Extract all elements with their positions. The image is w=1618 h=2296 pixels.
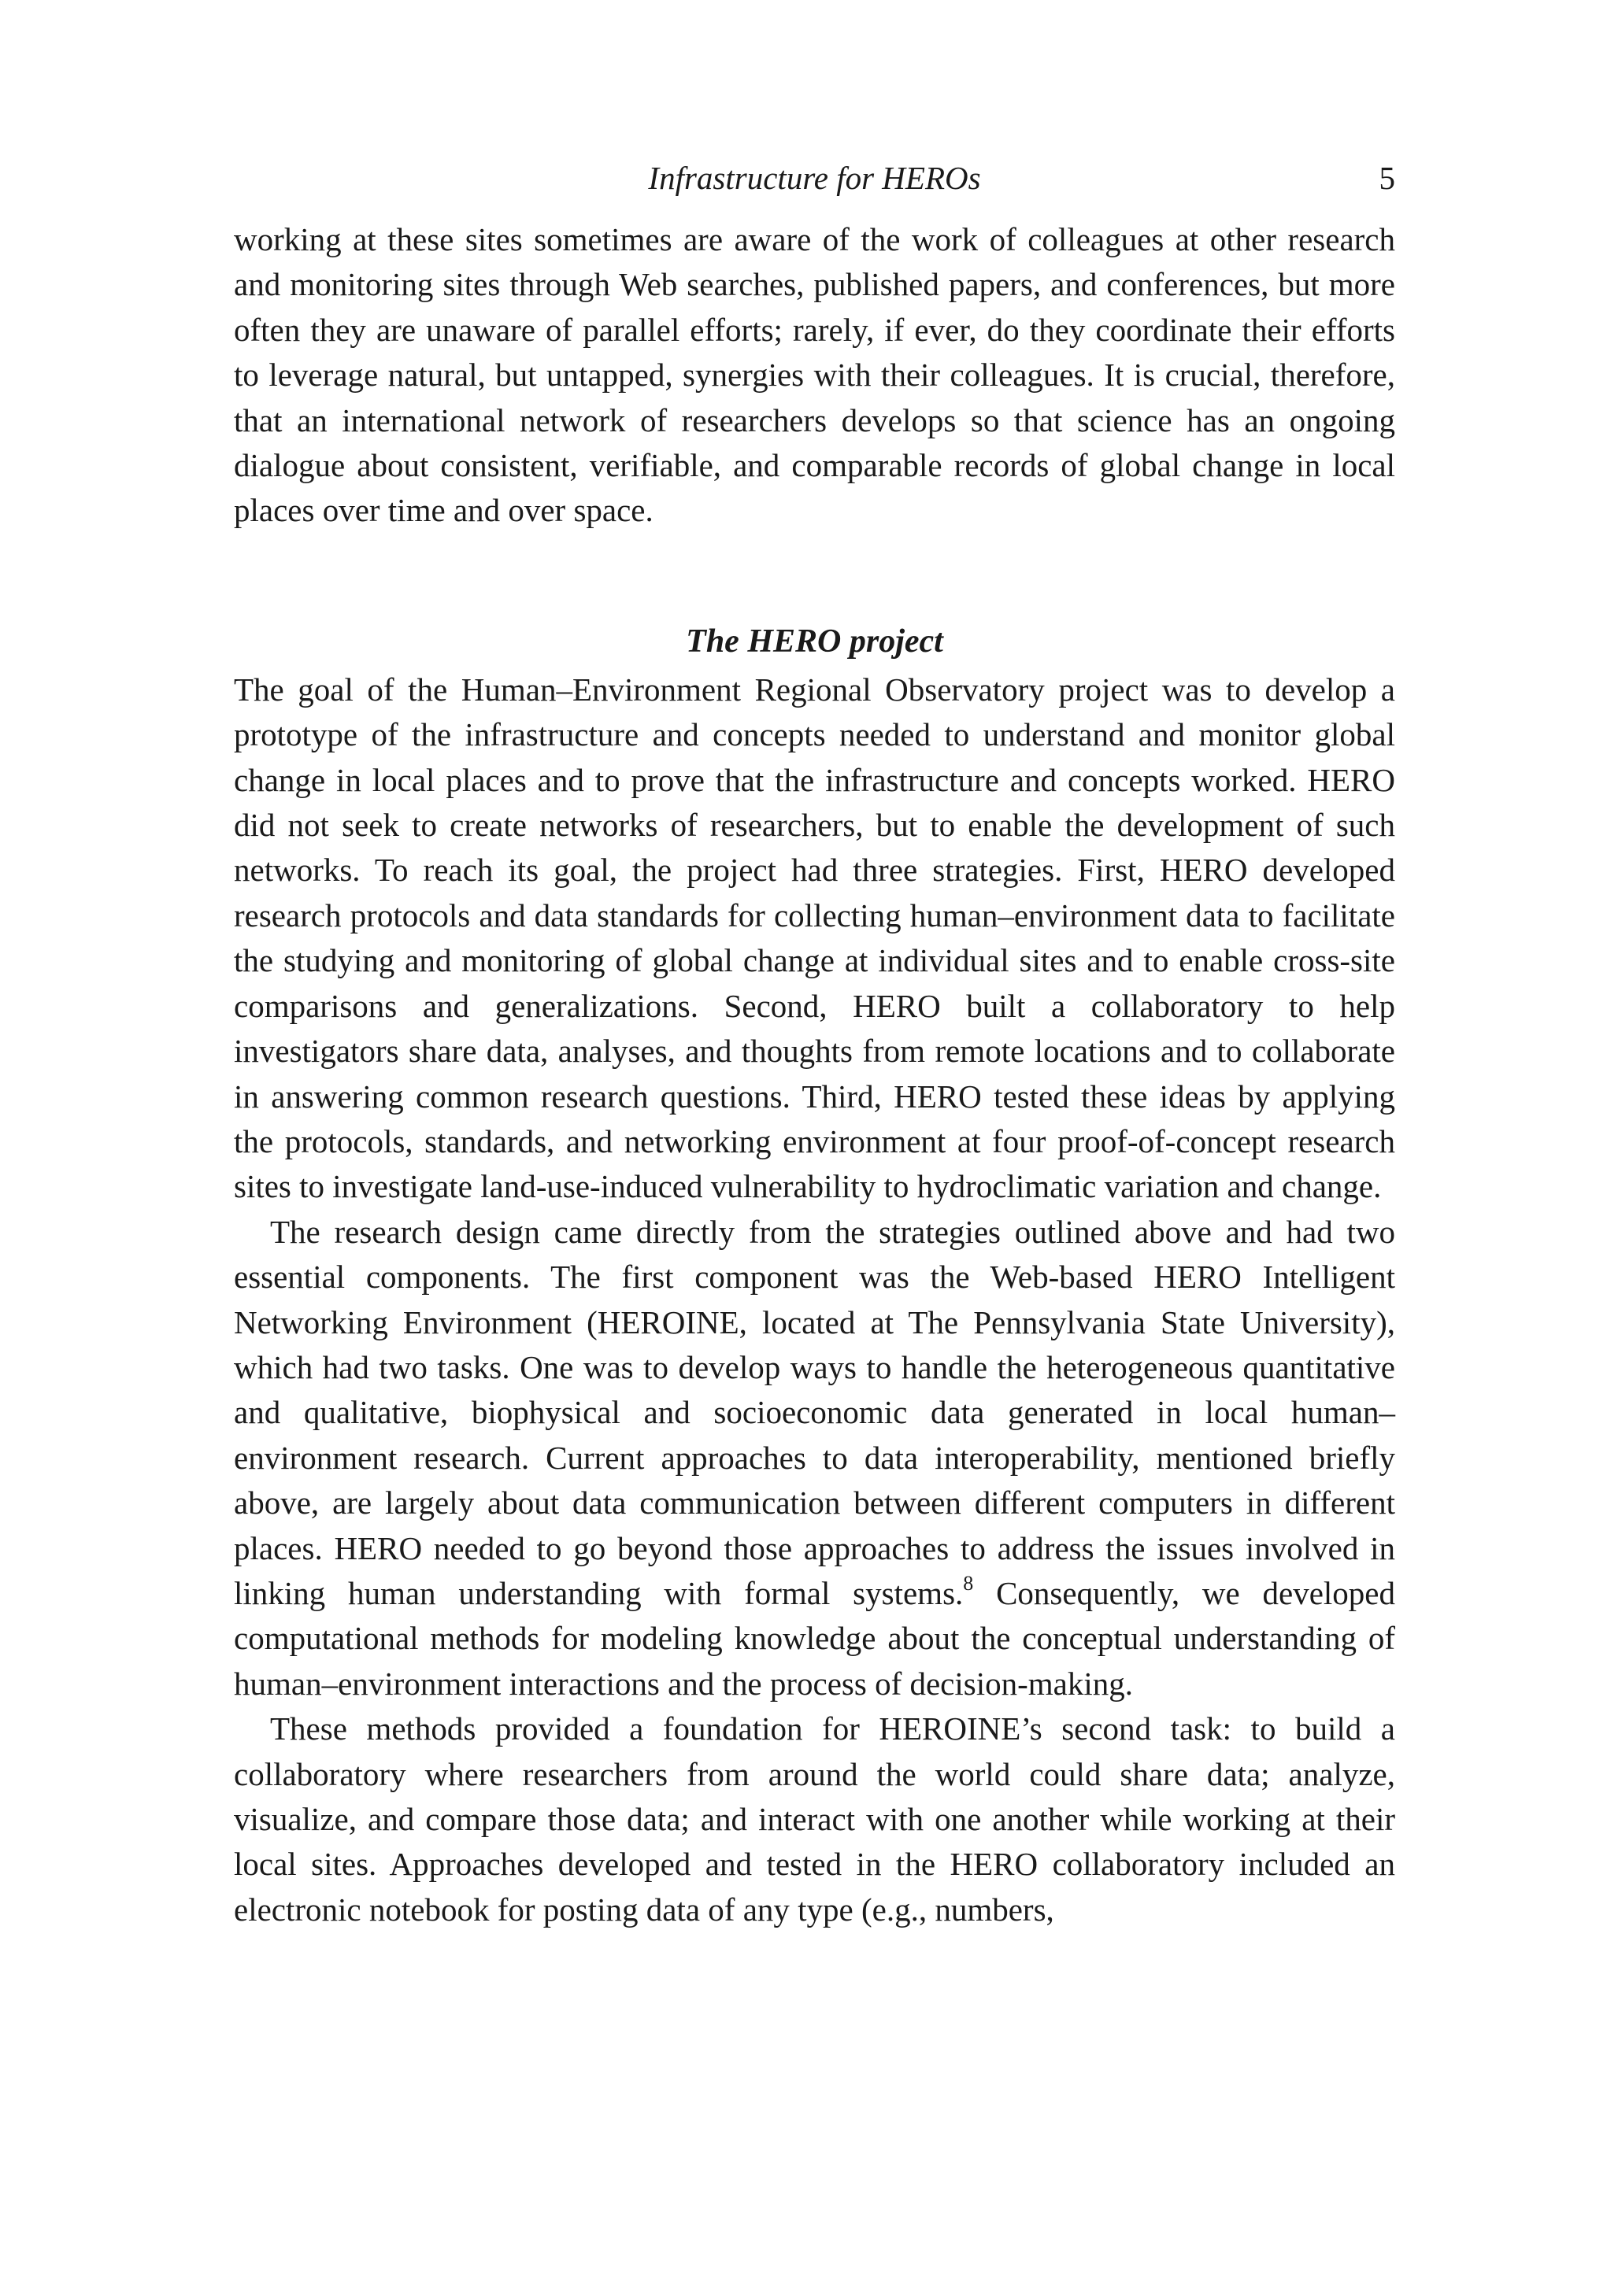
paragraph-hero-goal: The goal of the Human–Environment Regional Observatory project was to develop a prototype of the infrastructure and concepts needed to understand and monitor global change in local places and to prove that the infrastructure and concepts worked. HERO did not seek to create networks of researchers, but to enable the development of such networks. To reach its goal, the project had three strategies. First, HERO developed research protocols and data standards for collecting human–environment data to facilitate the studying and monitoring of global change at individual sites and to enable cross-site comparisons and generalizations. Second, HERO built a collaboratory to help investigators share data, analyses, and thoughts from remote locations and to collaborate in answering common research questions. Third, HERO tested these ideas by applying the protocols, standards, and networking environment at four proof-of-concept research sites to investigate land-use-induced vulnerability to hydroclimatic variation and change. <box>234 671 1395 1205</box>
paragraph-collaboratory: These methods provided a foundation for HEROINE’s second task: to build a collaboratory where researchers from around the world could share data; analyze, visualize, and compare those data; and interact with one another while working at their local sites. Approaches developed and tested in the HERO collaboratory included an electronic notebook for posting data of any type (e.g., numbers, <box>234 1710 1395 1928</box>
paragraph-research-design-text-end: Consequently, we developed computational methods for modeling knowledge about the conceptual understanding of human–environment interactions and the process of decision-making. <box>234 1574 1396 1702</box>
book-page <box>234 154 1395 1932</box>
body-text <box>234 217 1395 1932</box>
section-heading: The HERO project <box>686 623 943 660</box>
page-number: 5 <box>1379 160 1395 196</box>
paragraph-research-design <box>234 1210 1395 1706</box>
paragraph-research-design-text: The research design came directly from the strategies outlined above and had two essential components. The first component was the Web-based HERO Intelligent Networking Environment (HEROINE, located at The Pennsylvania State University), which had two tasks. One was to develop ways to handle the heterogeneous quantitative and qualitative, biophysical and socioeconomic data generated in local human–environment research. Current approaches to data interoperability, mentioned briefly above, are largely about data communication between different computers in different places. HERO needed to go beyond those approaches to address the issues involved in linking human understanding with formal systems. <box>234 1213 1395 1611</box>
running-title: Infrastructure for HEROs <box>648 160 981 196</box>
running-head <box>234 154 1395 202</box>
paragraph-continued: working at these sites sometimes are aware of the work of colleagues at other research and monitoring sites through Web searches, published papers, and conferences, but more often they are unaware of parallel efforts; rarely, if ever, do they coordinate their efforts to leverage natural, but untapped, synergies with their colleagues. It is crucial, therefore, that an international network of researchers develops so that science has an ongoing dialogue about consistent, verifiable, and comparable records of global change in local places over time and over space. <box>234 221 1395 529</box>
footnote-reference[interactable]: 8 <box>963 1571 974 1595</box>
